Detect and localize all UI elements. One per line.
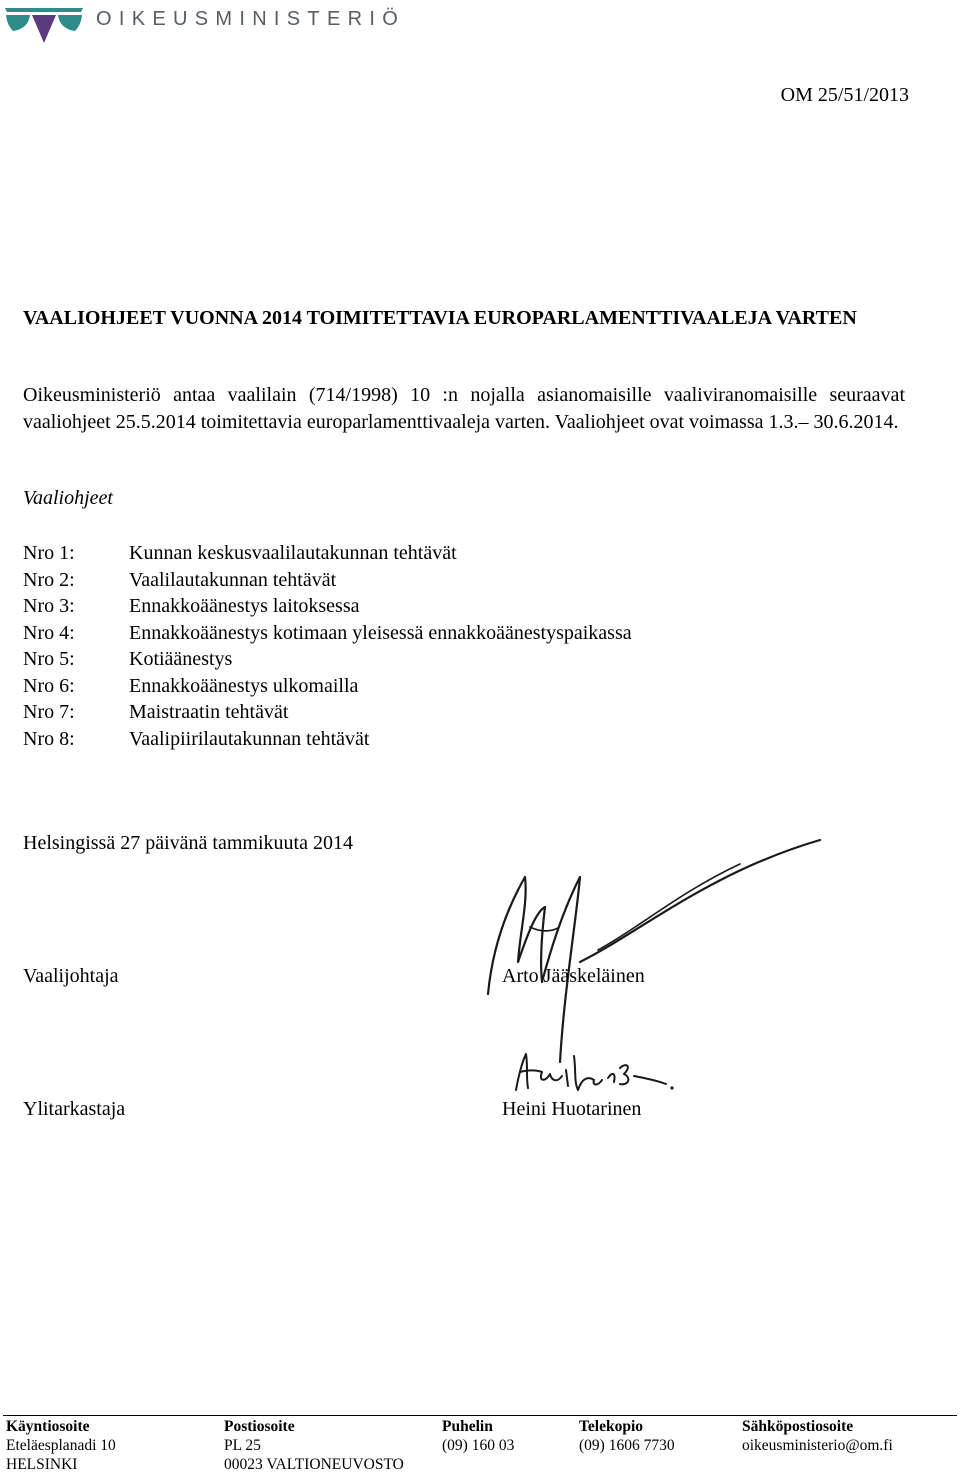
list-item-number: Nro 5: [23,648,75,670]
list-item-number: Nro 4: [23,621,75,644]
list-item [23,699,632,726]
footer-heading: Sähköpostiosoite [742,1418,854,1435]
footer-heading: Telekopio [579,1418,644,1435]
section-heading: Vaaliohjeet [23,487,113,509]
list-item-text: Maistraatin tehtävät [129,701,289,723]
list-item-text: Ennakkoäänestys ulkomailla [129,674,359,697]
list-item-text: Vaalipiirilautakunnan tehtävät [129,727,370,750]
intro-paragraph: Oikeusministeriö antaa vaalilain (714/1998) 10 :n nojalla asianomaisille vaaliviranomaisille seuraavat vaaliohjeet 25.5.2014 toimitettavia europarlamenttivaaleja varten. Vaaliohjeet ovat voimassa 1.3.– 30.6.2014. [23,384,905,433]
footer-line: (09) 160 03 [442,1437,515,1454]
role-label: Ylitarkastaja [23,1098,126,1120]
footer-heading: Käyntiosoite [6,1418,90,1435]
list-item-number: Nro 8: [23,727,75,750]
list-item [23,593,632,620]
instruction-list [23,540,632,752]
footer-heading: Puhelin [442,1418,493,1435]
org-name: OIKEUSMINISTERIÖ [96,8,406,30]
footer-email [742,1417,893,1455]
list-item [23,646,632,673]
signatory-name: Arto Jääskeläinen [502,965,645,987]
list-item [23,540,632,567]
footer-visit-address [6,1417,116,1474]
list-item-number: Nro 2: [23,568,75,591]
signature-1-icon [480,832,830,1072]
list-item-text: Kunnan keskusvaalilautakunnan tehtävät [129,542,457,564]
ministry-logo-icon [4,3,84,43]
role-label: Vaalijohtaja [23,965,119,987]
document-title: VAALIOHJEET VUONNA 2014 TOIMITETTAVIA EUROPARLAMENTTIVAALEJA VARTEN [23,307,857,329]
list-item-number: Nro 6: [23,674,75,697]
list-item-text: Ennakkoäänestys laitoksessa [129,595,360,617]
footer-fax [579,1417,675,1455]
footer-line: 00023 VALTIONEUVOSTO [224,1456,404,1473]
signatory-name: Heini Huotarinen [502,1098,642,1120]
footer-postal-address [224,1417,404,1474]
list-item-number: Nro 1: [23,542,75,564]
list-item [23,673,632,700]
date-line: Helsingissä 27 päivänä tammikuuta 2014 [23,832,353,854]
footer-line: PL 25 [224,1437,261,1454]
footer-line: HELSINKI [6,1456,78,1473]
footer-line: Eteläesplanadi 10 [6,1437,116,1454]
list-item [23,726,632,753]
footer-line: (09) 1606 7730 [579,1437,675,1454]
footer-phone [442,1417,514,1455]
signature-2-icon [508,1048,678,1096]
footer-divider [3,1415,957,1416]
list-item [23,567,632,594]
footer-heading: Postiosoite [224,1418,295,1435]
list-item [23,620,632,647]
footer-email-link[interactable]: oikeusministerio@om.fi [742,1437,893,1454]
list-item-text: Ennakkoäänestys kotimaan yleisessä ennakkoäänestyspaikassa [129,621,632,644]
reference-number: OM 25/51/2013 [780,84,909,106]
list-item-text: Kotiäänestys [129,648,233,670]
list-item-text: Vaalilautakunnan tehtävät [129,568,337,591]
list-item-number: Nro 7: [23,701,75,723]
list-item-number: Nro 3: [23,595,75,617]
